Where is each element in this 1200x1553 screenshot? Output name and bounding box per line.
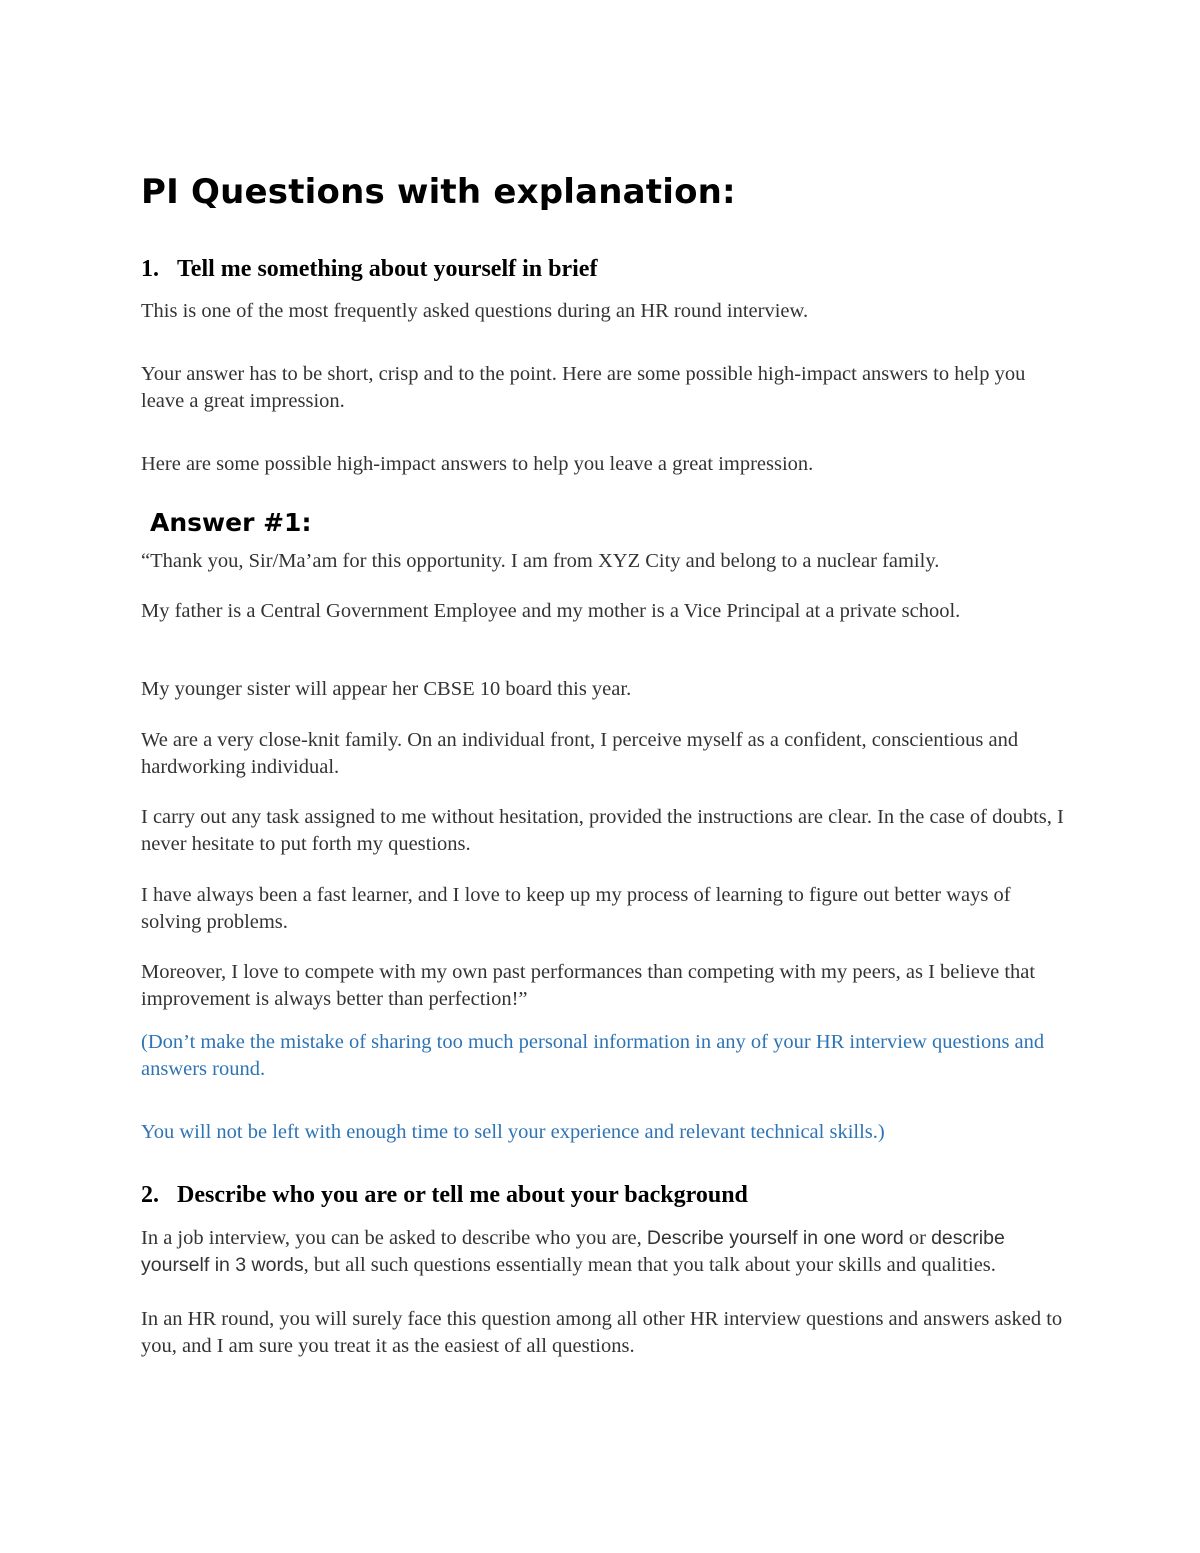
q1-paragraph-1: This is one of the most frequently asked questions during an HR round interview. bbox=[141, 300, 809, 322]
question-1-text: Tell me something about yourself in brief bbox=[177, 256, 598, 282]
question-2-heading bbox=[141, 1182, 748, 1209]
answer-1-note-1: (Don’t make the mistake of sharing too much personal information in any of your HR interview questions and answers round. bbox=[141, 1031, 1045, 1080]
q2-p1-phrase-one-word: Describe yourself in one word bbox=[646, 1227, 904, 1249]
q1-paragraph-2: Your answer has to be short, crisp and to the point. Here are some possible high-impact answers to help you leave a great impression. bbox=[141, 363, 1026, 412]
answer-1-paragraph-1: “Thank you, Sir/Ma’am for this opportunity. I am from XYZ City and belong to a nuclear family. bbox=[141, 550, 940, 572]
answer-1-paragraph-7: Moreover, I love to compete with my own past performances than competing with my peers, as I believe that improvement is always better than perfection!” bbox=[141, 961, 1036, 1010]
answer-1-note-2: You will not be left with enough time to sell your experience and relevant technical skills.) bbox=[141, 1121, 885, 1143]
page-title: PI Questions with explanation: bbox=[141, 172, 736, 212]
q2-p1-text-c: or bbox=[903, 1227, 932, 1249]
answer-1-heading: Answer #1: bbox=[150, 508, 312, 537]
q2-paragraph-2: In an HR round, you will surely face this question among all other HR interview questions and answers asked to you, and I am sure you treat it as the easiest of all questions. bbox=[141, 1308, 1063, 1357]
answer-1-paragraph-2: My father is a Central Government Employee and my mother is a Vice Principal at a private school. bbox=[141, 600, 961, 622]
answer-1-paragraph-3: My younger sister will appear her CBSE 10 board this year. bbox=[141, 678, 632, 700]
question-1-number: 1. bbox=[141, 256, 159, 282]
q1-paragraph-3: Here are some possible high-impact answers to help you leave a great impression. bbox=[141, 453, 814, 475]
q2-p1-text-e: , but all such questions essentially mean that you talk about your skills and qualities. bbox=[303, 1254, 996, 1276]
answer-1-paragraph-4: We are a very close-knit family. On an individual front, I perceive myself as a confident, conscientious and hardworking individual. bbox=[141, 729, 1019, 778]
question-2-number: 2. bbox=[141, 1182, 159, 1208]
q2-p1-phrase-3-words: describe yourself in 3 words bbox=[141, 1227, 1005, 1276]
q2-paragraph-1 bbox=[141, 1225, 1071, 1279]
q2-p1-text-a: In a job interview, you can be asked to describe who you are, bbox=[141, 1227, 647, 1249]
answer-1-paragraph-6: I have always been a fast learner, and I love to keep up my process of learning to figure out better ways of solving problems. bbox=[141, 884, 1011, 933]
question-1-heading bbox=[141, 256, 597, 283]
answer-1-paragraph-5: I carry out any task assigned to me without hesitation, provided the instructions are clear. In the case of doubts, I never hesitate to put forth my questions. bbox=[141, 806, 1064, 855]
question-2-text: Describe who you are or tell me about your background bbox=[177, 1182, 748, 1208]
